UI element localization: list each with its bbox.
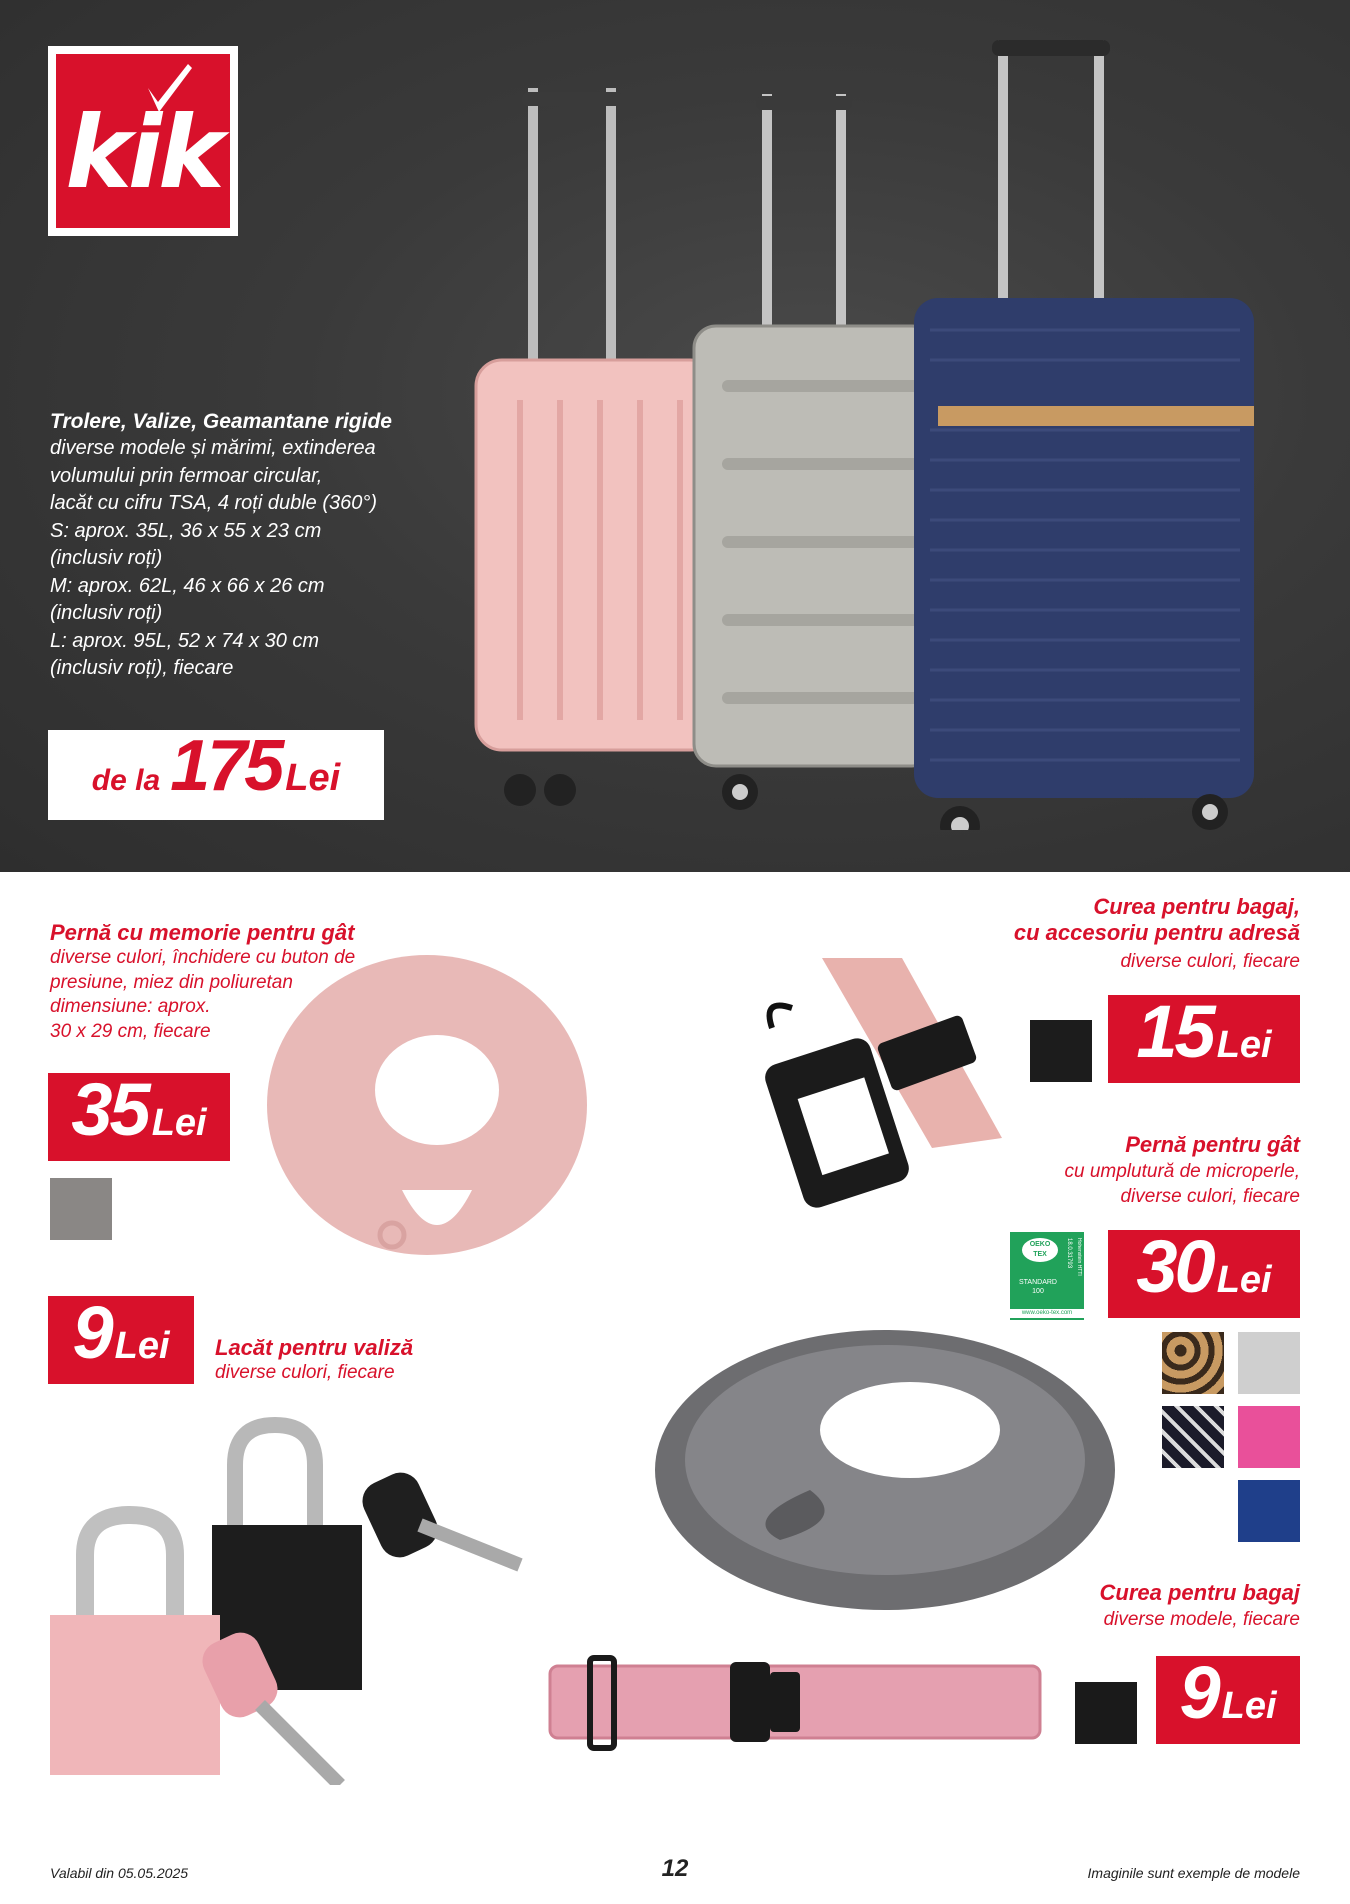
- hero-banner: [0, 0, 1350, 872]
- luggage-strap-price: [1156, 1651, 1300, 1744]
- pink-luggage-strap-image: [540, 1650, 1050, 1760]
- pink-neck-pillow-image: [262, 940, 592, 1270]
- price-currency: Lei: [1216, 1024, 1272, 1066]
- oeko-tex-label: [1008, 1230, 1086, 1322]
- price-value: 9: [1179, 1651, 1218, 1734]
- logo-background: [56, 54, 230, 228]
- pillow-memory-description: diverse culori, închidere cu buton de presiune, miez din poliuretan dimensiune: aprox. 30 x 29 cm, fiecare: [50, 947, 356, 1042]
- pillow-microbeads-title: Pernă pentru gât: [1125, 1132, 1300, 1157]
- swatch-grey[interactable]: [50, 1178, 112, 1240]
- swatch-pink[interactable]: [1238, 1406, 1300, 1468]
- kik-logo[interactable]: [48, 46, 238, 236]
- oeko-tex-code: 18.0.31793: [1066, 1238, 1072, 1269]
- page-number: 12: [661, 1855, 689, 1882]
- strap-address-description: diverse culori, fiecare: [1120, 951, 1300, 972]
- price-value: 30: [1136, 1225, 1213, 1308]
- price-currency: Lei: [151, 1102, 207, 1144]
- oeko-tex-name: OEKO TEX: [1022, 1238, 1058, 1262]
- price-prefix: de la: [91, 764, 161, 797]
- price-value: 35: [71, 1068, 148, 1151]
- pillow-memory-price: [48, 1068, 230, 1161]
- hero-description: diverse modele și mărimi, extinderea volumului prin fermoar circular, lacăt cu cifru TSA, 4 roți duble (360°) S: aprox. 35L, 36 x 55 x 23 cm (inclusiv roți) M: aprox. 62L, 46 x 66 x 26 cm (inclusiv roți) L: aprox. 95L, 52 x 74 x 30 cm (inclusiv roți), fiecare: [50, 437, 378, 679]
- luggage-strap-title: Curea pentru bagaj: [1099, 1580, 1300, 1605]
- price-currency: Lei: [1221, 1685, 1277, 1727]
- oeko-tex-url: www.oeko-tex.com: [1010, 1309, 1084, 1318]
- hero-title: Trolere, Valize, Geamantane rigide: [50, 410, 392, 433]
- luggage-strap-description: diverse modele, fiecare: [1103, 1609, 1300, 1630]
- swatch-black-pattern[interactable]: [1162, 1406, 1224, 1468]
- suitcases-image: [460, 30, 1280, 830]
- oeko-tex-institute: Hohenstein HTTI: [1076, 1238, 1082, 1276]
- logo-text: kik: [65, 94, 221, 211]
- swatch-leopard[interactable]: [1162, 1332, 1224, 1394]
- strap-address-title: Curea pentru bagaj, cu accesoriu pentru adresă: [1013, 894, 1300, 945]
- footer-note: Imaginile sunt exemple de modele: [1087, 1865, 1300, 1881]
- oeko-tex-standard: STANDARD: [1019, 1279, 1057, 1286]
- swatch-blue[interactable]: [1238, 1480, 1300, 1542]
- pillow-microbeads-price: [1108, 1225, 1300, 1318]
- price-currency: Lei: [1216, 1259, 1272, 1301]
- padlock-title: Lacăt pentru valiză: [215, 1335, 414, 1360]
- price-value: 9: [72, 1291, 111, 1374]
- price-currency: Lei: [114, 1325, 170, 1367]
- price-value: 175: [170, 726, 282, 806]
- padlocks-with-keys-image: [40, 1405, 540, 1785]
- swatch-black[interactable]: [1075, 1682, 1137, 1744]
- pillow-memory-title: Pernă cu memorie pentru gât: [50, 920, 355, 945]
- footer-validity: Valabil din 05.05.2025: [50, 1865, 189, 1881]
- oeko-tex-number: 100: [1032, 1288, 1044, 1295]
- hero-price-badge: [48, 726, 384, 820]
- pillow-microbeads-description: cu umplutură de microperle, diverse culori, fiecare: [1064, 1161, 1300, 1207]
- padlock-description: diverse culori, fiecare: [215, 1362, 395, 1383]
- price-currency: Lei: [285, 757, 341, 799]
- swatch-black[interactable]: [1030, 1020, 1092, 1082]
- padlock-price: [48, 1291, 194, 1384]
- strap-address-price: [1108, 990, 1300, 1083]
- price-value: 15: [1136, 990, 1213, 1073]
- swatch-light-grey[interactable]: [1238, 1332, 1300, 1394]
- hero-text-block: [50, 408, 450, 683]
